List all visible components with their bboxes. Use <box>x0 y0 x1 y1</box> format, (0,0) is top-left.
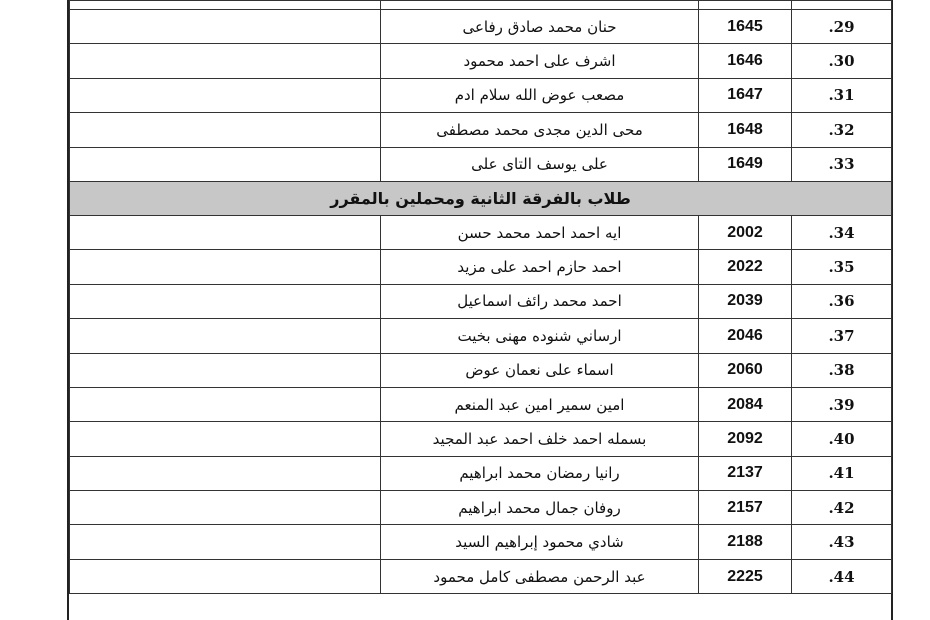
student-code: 2060 <box>699 353 792 387</box>
table-row <box>70 113 892 147</box>
signature-cell <box>70 491 381 525</box>
row-number: .44 <box>792 559 892 593</box>
row-number: .39 <box>792 387 892 421</box>
table-row <box>70 78 892 112</box>
student-code: 1646 <box>699 44 792 78</box>
signature-cell <box>70 284 381 318</box>
section-header-row <box>70 181 892 215</box>
student-code: 2225 <box>699 559 792 593</box>
student-code: 2137 <box>699 456 792 490</box>
student-name: ارساني شنوده مهنى بخيت <box>381 319 699 353</box>
row-number: .33 <box>792 147 892 181</box>
signature-cell <box>70 559 381 593</box>
student-name: اسماء على نعمان عوض <box>381 353 699 387</box>
signature-cell <box>70 353 381 387</box>
table-row <box>70 319 892 353</box>
student-code: 2084 <box>699 387 792 421</box>
signature-cell <box>70 250 381 284</box>
signature-cell <box>70 113 381 147</box>
student-table <box>69 0 892 594</box>
row-number: .40 <box>792 422 892 456</box>
signature-cell <box>70 525 381 559</box>
row-number: .30 <box>792 44 892 78</box>
row-number: .34 <box>792 215 892 249</box>
row-number: .41 <box>792 456 892 490</box>
signature-cell <box>70 44 381 78</box>
student-code: 2002 <box>699 215 792 249</box>
row-number: .42 <box>792 491 892 525</box>
student-name: احمد حازم احمد على مزيد <box>381 250 699 284</box>
table-row <box>70 559 892 593</box>
table-row <box>70 353 892 387</box>
row-number: .35 <box>792 250 892 284</box>
table-row <box>70 525 892 559</box>
student-name: عبد الرحمن مصطفى كامل محمود <box>381 559 699 593</box>
signature-cell <box>70 147 381 181</box>
student-name: امين سمير امين عبد المنعم <box>381 387 699 421</box>
row-number: .31 <box>792 78 892 112</box>
signature-cell <box>70 215 381 249</box>
student-code: 2188 <box>699 525 792 559</box>
table-row <box>70 215 892 249</box>
row-number: .32 <box>792 113 892 147</box>
student-name: على يوسف التاى على <box>381 147 699 181</box>
row-number: .29 <box>792 10 892 44</box>
signature-cell <box>70 319 381 353</box>
table-row <box>70 44 892 78</box>
section-heading: طلاب بالفرقة الثانية ومحملين بالمقرر <box>70 181 892 215</box>
student-code: 1645 <box>699 10 792 44</box>
row-number: .36 <box>792 284 892 318</box>
student-name: روفان جمال محمد ابراهيم <box>381 491 699 525</box>
student-name: اشرف على احمد محمود <box>381 44 699 78</box>
student-name: ايه احمد احمد محمد حسن <box>381 215 699 249</box>
table-row <box>70 284 892 318</box>
student-name: بسمله احمد خلف احمد عبد المجيد <box>381 422 699 456</box>
signature-cell <box>70 456 381 490</box>
table-row <box>70 491 892 525</box>
table-row <box>70 422 892 456</box>
signature-cell <box>70 10 381 44</box>
table-row <box>70 147 892 181</box>
student-code: 2157 <box>699 491 792 525</box>
student-code: 1647 <box>699 78 792 112</box>
student-name: مصعب عوض الله سلام ادم <box>381 78 699 112</box>
student-name: رانيا رمضان محمد ابراهيم <box>381 456 699 490</box>
student-name: احمد محمد رائف اسماعيل <box>381 284 699 318</box>
student-list-sheet <box>67 0 893 620</box>
student-code: 2092 <box>699 422 792 456</box>
student-name: شادي محمود إبراهيم السيد <box>381 525 699 559</box>
student-code: 2039 <box>699 284 792 318</box>
student-code: 1648 <box>699 113 792 147</box>
table-row <box>70 10 892 44</box>
student-code: 1649 <box>699 147 792 181</box>
row-number: .43 <box>792 525 892 559</box>
signature-cell <box>70 387 381 421</box>
cropped-top-row <box>70 1 892 10</box>
student-code: 2022 <box>699 250 792 284</box>
student-code: 2046 <box>699 319 792 353</box>
row-number: .38 <box>792 353 892 387</box>
table-row <box>70 387 892 421</box>
table-row <box>70 456 892 490</box>
table-row <box>70 250 892 284</box>
signature-cell <box>70 78 381 112</box>
student-name: حنان محمد صادق رفاعى <box>381 10 699 44</box>
student-name: محى الدين مجدى محمد مصطفى <box>381 113 699 147</box>
signature-cell <box>70 422 381 456</box>
row-number: .37 <box>792 319 892 353</box>
